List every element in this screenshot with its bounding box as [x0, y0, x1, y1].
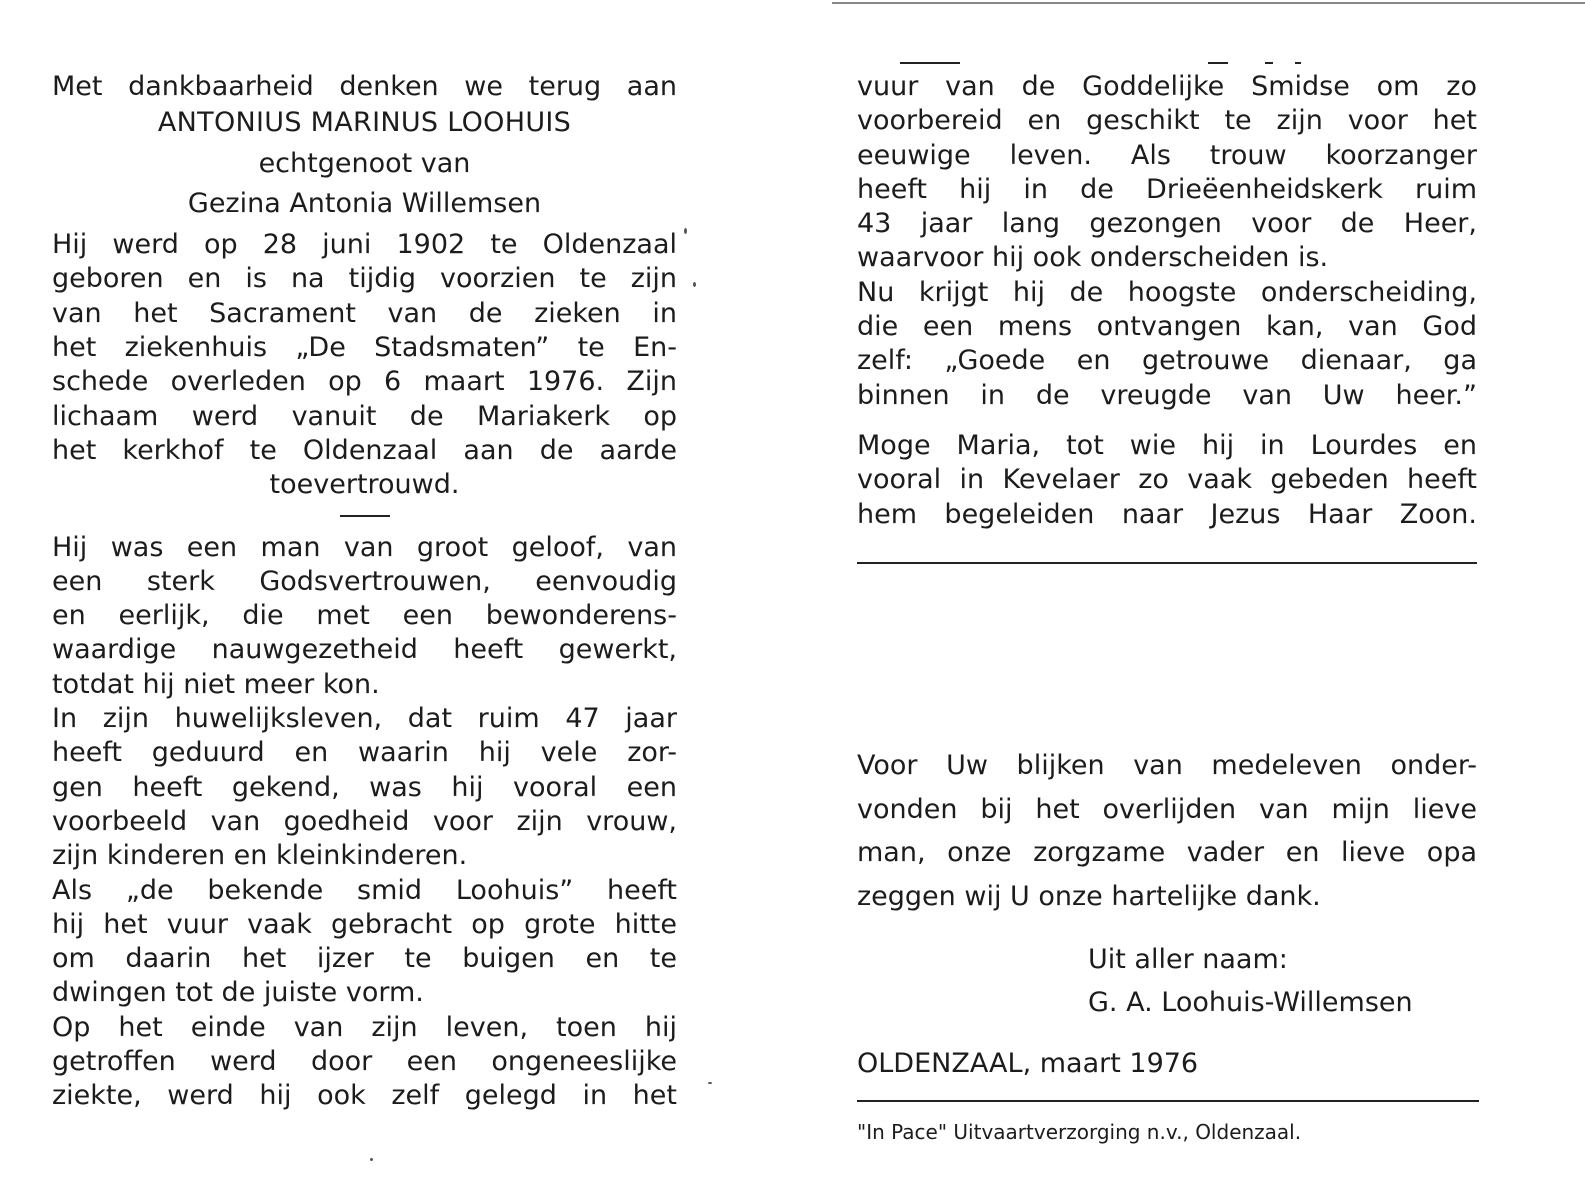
- text-line: 43 jaar lang gezongen voor de Heer,: [857, 208, 1477, 240]
- section-divider: [340, 515, 390, 517]
- scan-speck: [708, 1082, 712, 1084]
- text-line: voorbeeld van goedheid voor zijn vrouw,: [52, 805, 677, 837]
- left-column: [52, 70, 677, 1114]
- text-line: gen heeft gekend, was hij vooral een: [52, 771, 677, 803]
- text-line: hij het vuur vaak gebracht op grote hitte: [52, 908, 677, 940]
- text-line: Moge Maria, tot wie hij in Lourdes en: [857, 429, 1477, 461]
- text-line: die een mens ontvangen kan, van God: [857, 311, 1477, 343]
- text-line: ziekte, werd hij ook zelf gelegd in het: [52, 1080, 677, 1112]
- spouse-name: Gezina Antonia Willemsen: [187, 187, 542, 219]
- text-line: man, onze zorgzame vader en lieve opa: [857, 837, 1477, 868]
- footer-divider: [857, 1100, 1479, 1102]
- text-line: zelf: „Goede en getrouwe dienaar, ga: [857, 345, 1477, 377]
- biography-paragraph: [52, 228, 677, 502]
- text-line: en eerlijk, die met een bewonderens-: [52, 600, 677, 632]
- text-line: lichaam werd vanuit de Mariakerk op: [52, 400, 677, 432]
- place-date: OLDENZAAL, maart 1976: [857, 1048, 1199, 1079]
- text-line: vuur van de Goddelijke Smidse om zo: [857, 71, 1477, 102]
- right-column: [857, 70, 1477, 532]
- text-line: Voor Uw blijken van medeleven onder-: [857, 750, 1477, 781]
- text-line: het ziekenhuis „De Stadsmaten” te En-: [52, 332, 677, 364]
- text-line: toevertrouwd.: [269, 469, 460, 501]
- text-line: zijn kinderen en kleinkinderen.: [52, 840, 468, 872]
- text-line: voorbereid en geschikt te zijn voor het: [857, 105, 1477, 137]
- text-line: binnen in de vreugde van Uw heer.”: [857, 379, 1477, 411]
- signature-name: G. A. Loohuis-Willemsen: [1088, 987, 1413, 1018]
- scan-speck: [693, 282, 696, 287]
- end-of-life-paragraph: [52, 1011, 677, 1114]
- text-line: eeuwige leven. Als trouw koorzanger: [857, 139, 1477, 171]
- text-line: een sterk Godsvertrouwen, eenvoudig: [52, 565, 677, 597]
- character-paragraph: [52, 531, 677, 702]
- text-line: dwingen tot de juiste vorm.: [52, 977, 424, 1009]
- intro-line: Met dankbaarheid denken we terug aan: [52, 71, 677, 102]
- text-line: geboren en is na tijdig voorzien te zijn: [52, 263, 677, 295]
- right-section-divider: [857, 562, 1477, 564]
- text-line: getroffen werd door een ongeneeslijke: [52, 1046, 677, 1078]
- text-line: vooral in Kevelaer zo vaak gebeden heeft: [857, 464, 1477, 496]
- text-line: Op het einde van zijn leven, toen hij: [52, 1011, 677, 1043]
- text-line: het kerkhof te Oldenzaal aan de aarde: [52, 434, 677, 466]
- text-line: Hij werd op 28 juni 1902 te Oldenzaal: [52, 229, 677, 261]
- right-top-dash: [900, 62, 960, 64]
- text-line: heeft hij in de Drieëenheidskerk ruim: [857, 173, 1477, 205]
- signoff-line: Uit aller naam:: [1088, 944, 1288, 975]
- right-top-dash: [1208, 62, 1228, 64]
- scan-speck: [370, 1158, 373, 1161]
- smith-paragraph: [52, 874, 677, 1011]
- scan-speck: [684, 228, 687, 234]
- printer-credit: "In Pace" Uitvaartverzorging n.v., Oldenzaal.: [857, 1120, 1302, 1144]
- right-top-dash: [1295, 62, 1301, 64]
- distinction-paragraph: [857, 276, 1477, 413]
- text-line: waarvoor hij ook onderscheiden is.: [857, 242, 1329, 274]
- text-line: schede overleden op 6 maart 1976. Zijn: [52, 366, 677, 398]
- relation-line: echtgenoot van: [258, 147, 471, 179]
- top-edge-line: [832, 2, 1585, 4]
- marriage-paragraph: [52, 702, 677, 873]
- text-line: Als „de bekende smid Loohuis” heeft: [52, 874, 677, 906]
- text-line: zeggen wij U onze hartelijke dank.: [857, 880, 1321, 912]
- text-line: van het Sacrament van de zieken in: [52, 297, 677, 329]
- text-line: waardige nauwgezetheid heeft gewerkt,: [52, 634, 677, 666]
- text-line: In zijn huwelijksleven, dat ruim 47 jaar: [52, 703, 677, 735]
- text-line: vonden bij het overlijden van mijn lieve: [857, 793, 1477, 825]
- text-line: heeft geduurd en waarin hij vele zor-: [52, 737, 677, 769]
- text-line: om daarin het ijzer te buigen en te: [52, 943, 677, 975]
- text-line: hem begeleiden naar Jezus Haar Zoon.: [857, 498, 1477, 530]
- prayer-paragraph: [857, 429, 1477, 532]
- text-line: Nu krijgt hij de hoogste onderscheiding,: [857, 276, 1477, 308]
- thanks-block: [857, 744, 1477, 918]
- forge-paragraph: [857, 70, 1477, 276]
- text-line: Hij was een man van groot geloof, van: [52, 531, 677, 563]
- deceased-name: ANTONIUS MARINUS LOOHUIS: [157, 107, 572, 139]
- right-top-dash: [1265, 62, 1273, 64]
- text-line: totdat hij niet meer kon.: [52, 668, 380, 700]
